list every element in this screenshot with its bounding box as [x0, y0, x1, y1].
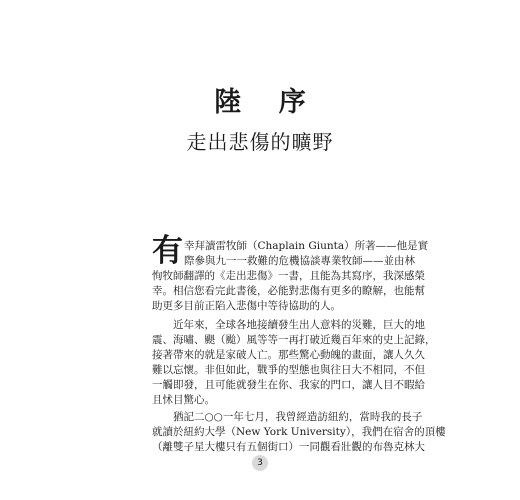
text-line: 接著帶來的就是家破人亡。那些驚心動魄的畫面，讓人久久 — [152, 349, 425, 361]
text-line: 恂牧師翻譯的《走出悲傷》一書，且能為其寫序，我深感榮 — [152, 270, 425, 282]
text-line: （離雙子星大樓只有五個街口）一同觀看壯觀的布魯克林大 — [152, 441, 425, 453]
text-line: 猶記二○○一年七月，我曾經造訪紐約，當時我的長子 — [152, 411, 423, 423]
text-line: 幸。相信您看完此書後，必能對悲傷有更多的瞭解，也能幫 — [152, 285, 425, 297]
dropcap-line-1: 幸拜讀雷牧師（Chaplain Giunta）所著——他是實 — [184, 240, 429, 252]
chapter-title: 陸 序 — [214, 87, 320, 118]
paragraph-disasters — [152, 318, 436, 408]
text-line: 難以忘懷。非但如此，戰爭的型態也與往日大不相同，不但 — [152, 364, 425, 376]
text-line: 助更多目前正陷入悲傷中等待協助的人。 — [152, 300, 341, 312]
text-line: 且怵目驚心。 — [152, 394, 215, 406]
text-line: 一觸即發，且可能就發生在你、我家的門口，讓人目不暇給 — [152, 379, 425, 391]
page-number-badge: 3 — [252, 455, 268, 471]
text-line: 近年來，全球各地接續發生出人意料的災難，巨大的地 — [152, 319, 425, 331]
opening-paragraph-rest — [152, 269, 425, 314]
paragraph-new-york — [152, 410, 446, 455]
dropcap-line-2: 際參與九一一救難的危機協談專業牧師——並由林 — [184, 255, 415, 267]
drop-cap: 有 — [152, 233, 183, 269]
text-line: 就讀於紐約大學（New York University），我們在宿舍的頂樓 — [152, 426, 446, 438]
text-line: 震、海嘯、颶（颱）風等等一再打破近幾百年來的史上記錄， — [152, 334, 436, 346]
chapter-subtitle: 走出悲傷的曠野 — [186, 130, 334, 154]
